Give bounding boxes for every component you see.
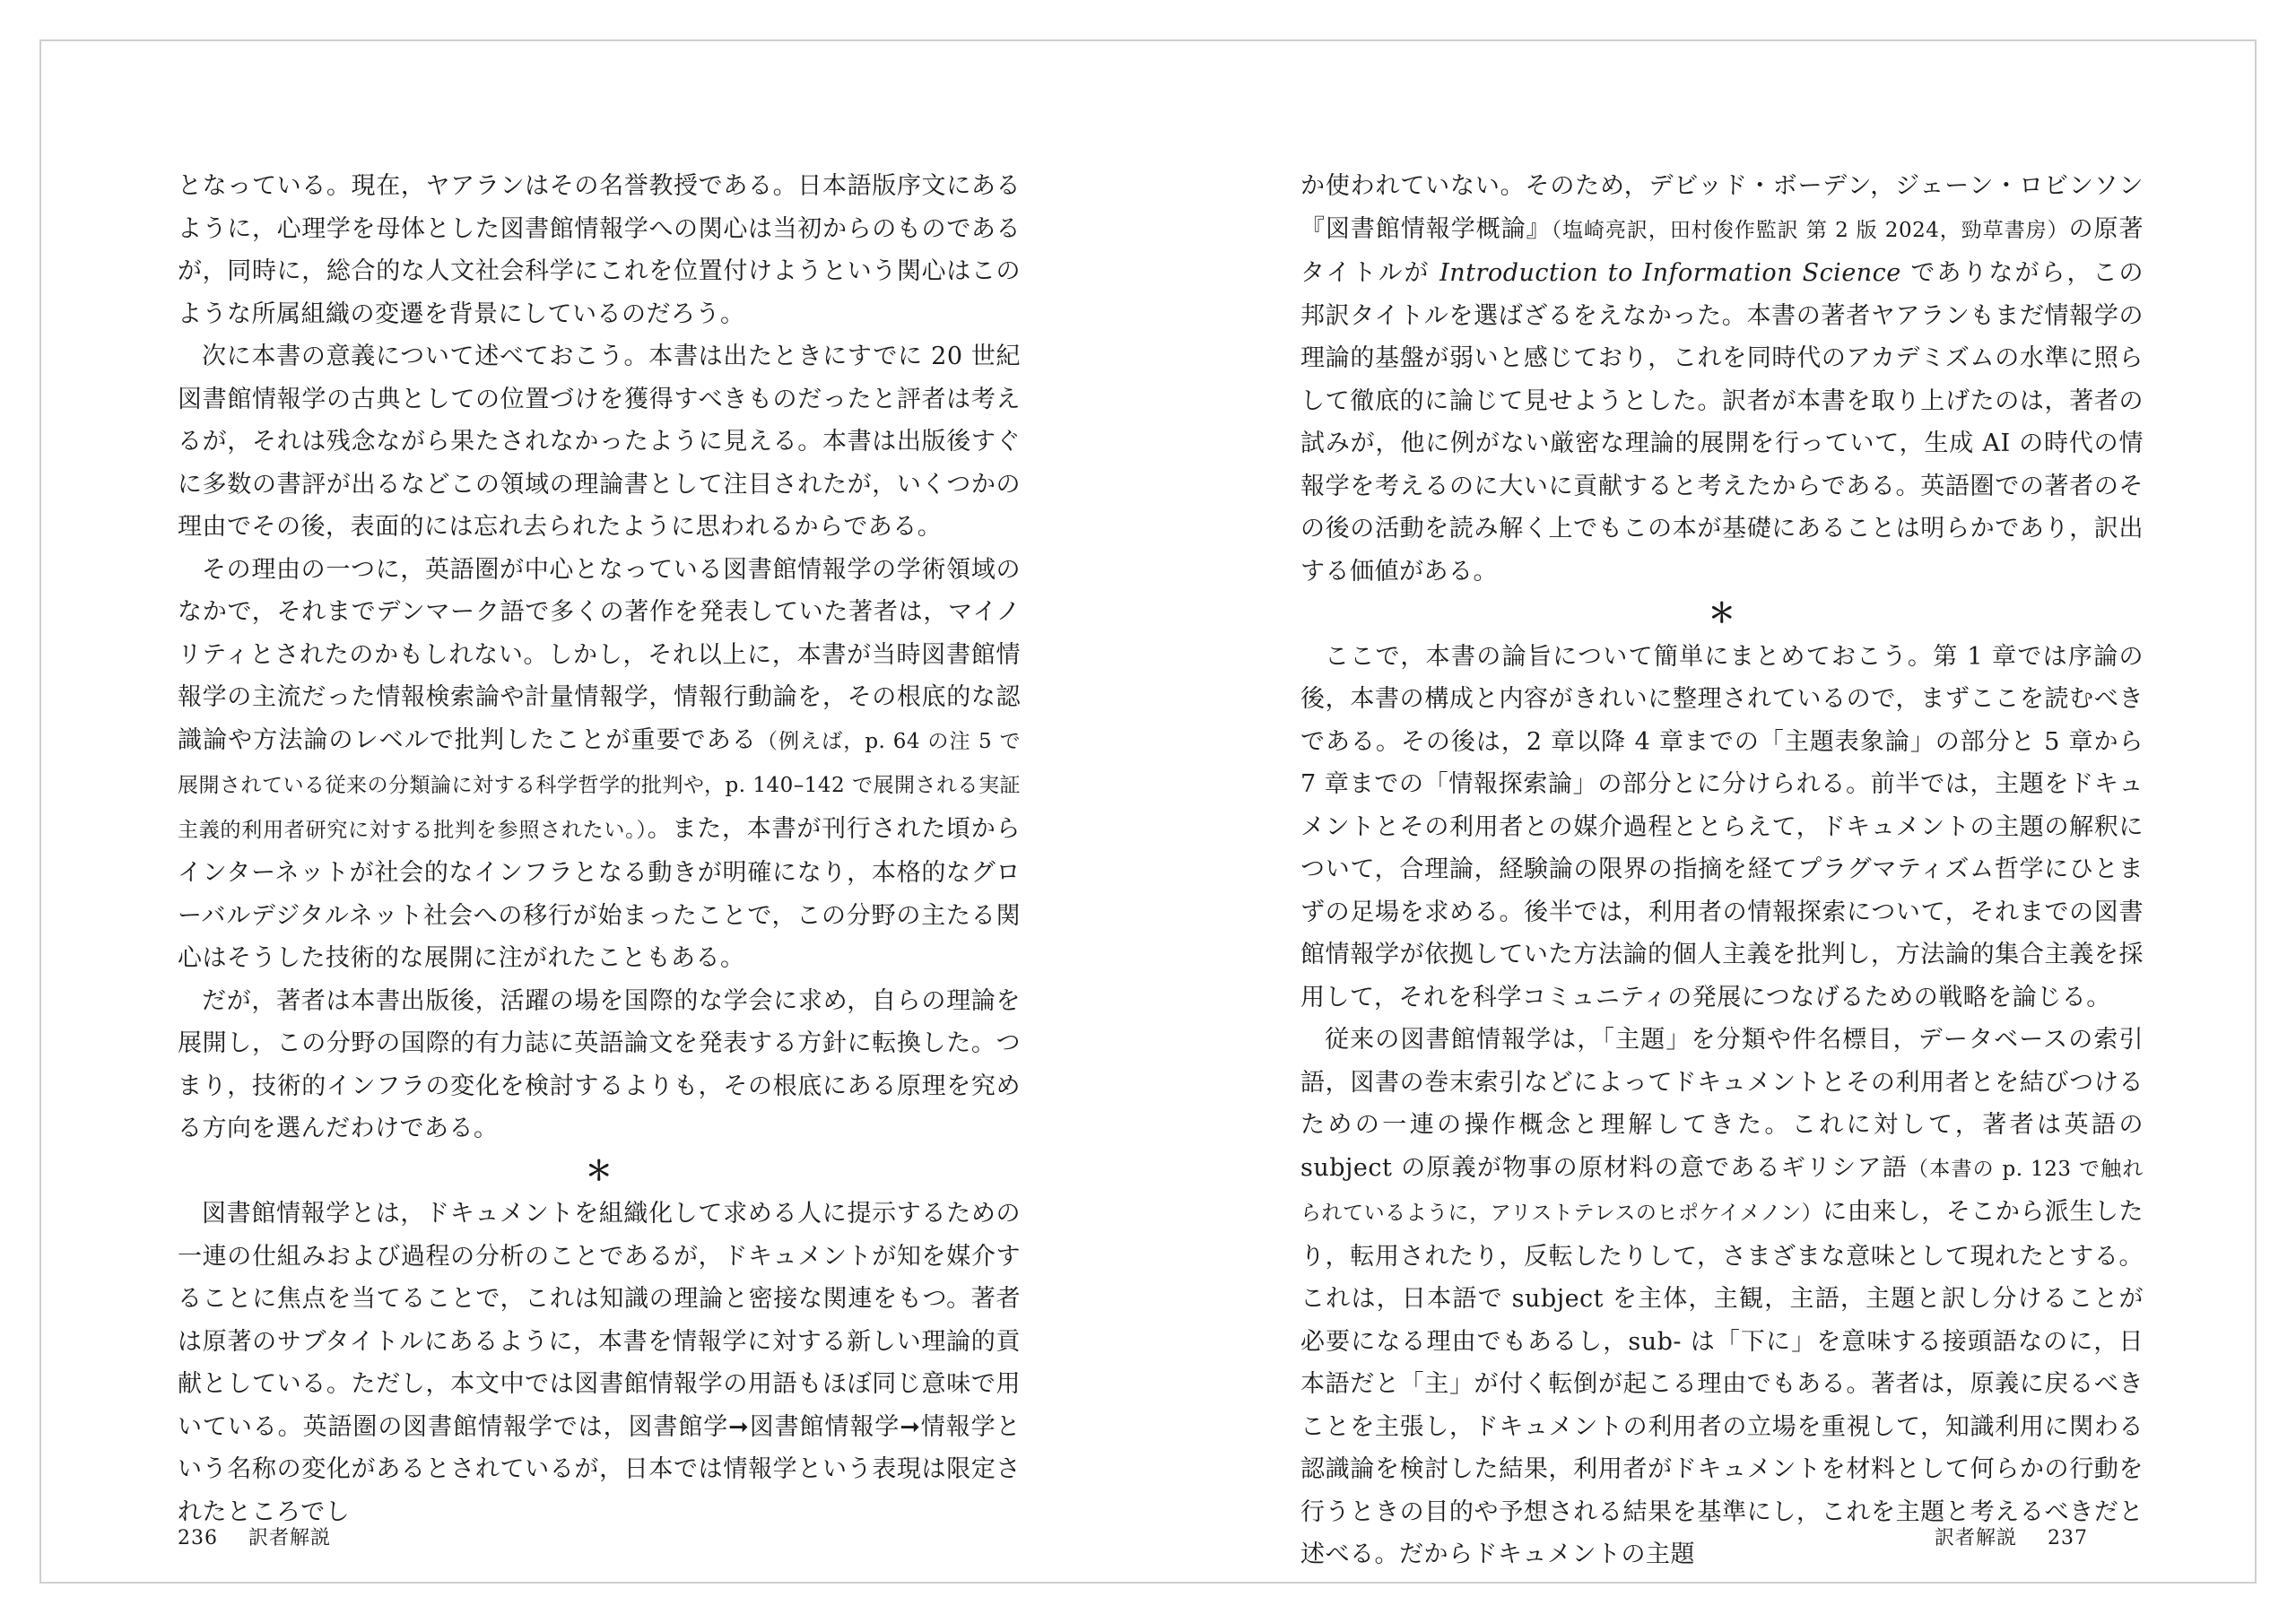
paragraph (178, 549, 1021, 980)
english-title: Introduction to Information Science (1439, 259, 1901, 287)
paragraph-text: に由来し，そこから派生したり，転用されたり，反転したりして，さまざまな意味として現れたとする。これは，日本語で subject を主体，主観，主語，主題と訳し分けることが必要になる理由でもあるし，sub- は「下に」を意味する接頭語なのに，日本語だと「主」が付く転倒が起こる理由でもある。著者は，原義に戻るべきことを主張し，ドキュメントの利用者の立場を重視して，知識利用に関わる認識論を検討した結果，利用者がドキュメントを材料として何らかの行動を行うときの目的や予想される結果を基準にし，これを主題と考えるべきだと述べる。だからドキュメントの主題 (1300, 1198, 2144, 1568)
parenthetical-note: （例えば，p. 64 の注 5 で展開されている従来の分類論に対する科学哲学的批判や，p. 140–142 で展開される実証主義的利用者研究に対する批判を参照されたい。） (178, 729, 1021, 842)
paragraph (1300, 1019, 2144, 1576)
right-page-body (1300, 165, 2144, 1576)
page-number: 236 (178, 1527, 218, 1549)
paragraph-text: 従来の図書館情報学は，「主題」を分類や件名標目，データベースの索引語，図書の巻末索引などによってドキュメントとその利用者とを結びつけるための一連の操作概念と理解してきた。これに対して，著者は英語の subject の原義が物事の原材料の意であるギリシア語 (1300, 1026, 2144, 1182)
left-page (41, 41, 1150, 1582)
paragraph: 図書館情報学とは，ドキュメントを組織化して求める人に提示するための一連の仕組みおよび過程の分析のことであるが，ドキュメントが知を媒介することに焦点を当てることで，これは知識の理論と密接な関連をもつ。著者は原著のサブタイトルにあるように，本書を情報学に対する新しい理論的貢献としている。ただし，本文中では図書館情報学の用語もほぼ同じ意味で用いている。英語圏の図書館情報学では，図書館学➞図書館情報学➞情報学という名称の変化があるとされているが，日本では情報学という表現は限定されたところでし (178, 1200, 1021, 1526)
section-break-asterisk: ＊ (1708, 598, 1736, 629)
right-page (1150, 41, 2258, 1582)
paragraph-text: でありながら，この邦訳タイトルを選ばざるをえなかった。本書の著者ヤアランもまだ情報学の理論的基盤が弱いと感じており，これを同時代のアカデミズムの水準に照らして徹底的に論じて見せようとした。訳者が本書を取り上げたのは，著者の試みが，他に例がない厳密な理論的展開を行っていて，生成 AI の時代の情報学を考えるのに大いに貢献すると考えたからである。英語圏での著者のその後の活動を読み解く上でもこの本が基礎にあることは明らかであり，訳出する価値がある。 (1300, 259, 2144, 586)
paragraph-text: その理由の一つに，英語圏が中心となっている図書館情報学の学術領域のなかで，それまでデンマーク語で多くの著作を発表していた著者は，マイノリティとされたのかもしれない。しかし，それ以上に，本書が当時図書館情報学の主流だった情報検索論や計量情報学，情報行動論を，その根底的な認識論や方法論のレベルで批判したことが重要である (178, 555, 1021, 754)
book-title: 『図書館情報学概論』 (1300, 214, 1552, 243)
left-page-body (178, 165, 1021, 1533)
paragraph (1300, 165, 2144, 593)
paragraph: 次に本書の意義について述べておこう。本書は出たときにすでに 20 世紀図書館情報学の古典としての位置づけを獲得すべきものだったと評者は考えるが，それは残念ながら果たされなかったように見える。本書は出版後すぐに多数の書評が出るなどこの領域の理論書として注目されたが，いくつかの理由でその後，表面的には忘れ去られたように思われるからである。 (178, 343, 1021, 541)
paragraph: ここで，本書の論旨について簡単にまとめておこう。第 1 章では序論の後，本書の構成と内容がきれいに整理されているので，まずここを読むべきである。その後は，2 章以降 4 章までの「主題表象論」の部分と 5 章から 7 章までの「情報探索論」の部分とに分けられる。前半では，主題をドキュメントとその利用者との媒介過程ととらえて，ドキュメントの主題の解釈について，合理論，経験論の限界の指摘を経てプラグマティズム哲学にひとまずの足場を求める。後半では，利用者の情報探索について，それまでの図書館情報学が依拠していた方法論的個人主義を批判し，方法論的集合主義を採用して，それを科学コミュニティの発展につなげるための戦略を論じる。 (1300, 642, 2144, 1011)
paragraph: だが，著者は本書出版後，活躍の場を国際的な学会に求め，自らの理論を展開し，この分野の国際的有力誌に英語論文を発表する方針に転換した。つまり，技術的インフラの変化を検討するよりも，その根底にある原理を究める方向を選んだわけである。 (178, 986, 1021, 1142)
right-folio (1935, 1523, 2088, 1550)
paragraph-text: か使われていない。そのため，デビッド・ボーデン，ジェーン・ロビンソン (1300, 172, 2144, 200)
paragraph-text: 。また，本書が刊行された頃からインターネットが社会的なインフラとなる動きが明確になり，本格的なグローバルデジタルネット社会への移行が始まったことで，この分野の主たる関心はそうした技術的な展開に注がれたこともある。 (178, 814, 1022, 972)
running-head: 訳者解説 (1934, 1527, 2017, 1549)
book-spread (39, 39, 2257, 1584)
page-number: 237 (2048, 1527, 2088, 1549)
parenthetical-note: （塩崎亮訳，田村俊作監訳 第 2 版 2024，勁草書房） (1551, 218, 2069, 242)
paragraph-text: の原著タイトルが (1300, 214, 2144, 287)
parenthetical-note: （本書の p. 123 で触れられているように，アリストテレスのヒポケイメノン） (1300, 1157, 2144, 1225)
section-break-asterisk: ＊ (585, 1155, 613, 1187)
paragraph: となっている。現在，ヤアランはその名誉教授である。日本語版序文にあるように，心理学を母体とした図書館情報学への関心は当初からのものであるが，同時に，総合的な人文社会科学にこれを位置付けようという関心はこのような所属組織の変遷を背景にしているのだろう。 (178, 172, 1021, 328)
running-head: 訳者解説 (248, 1527, 332, 1549)
left-folio (178, 1523, 331, 1550)
